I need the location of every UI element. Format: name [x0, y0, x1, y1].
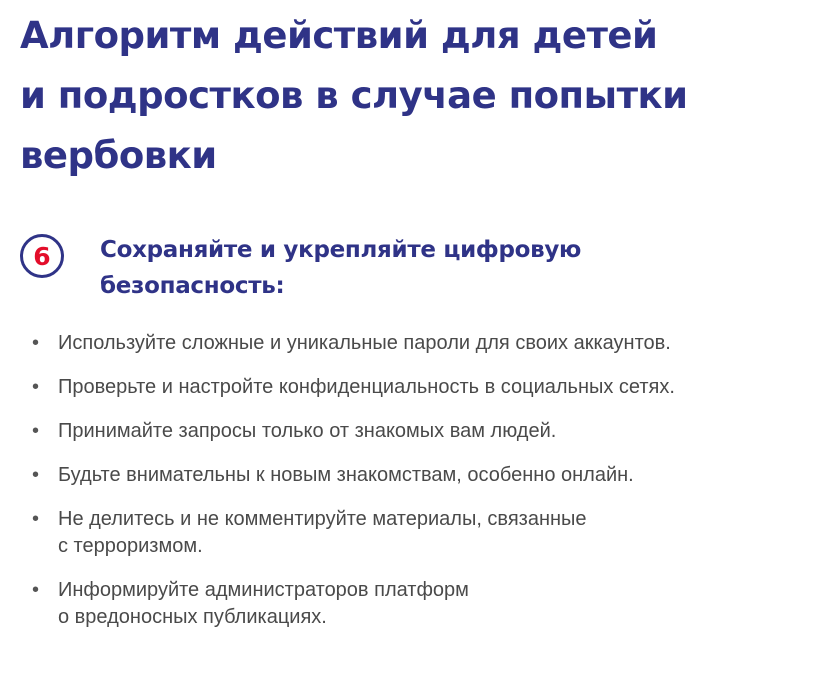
- list-item: [30, 418, 805, 445]
- page-title-line: вербовки: [20, 134, 217, 177]
- section-title-line: Сохраняйте и укрепляйте цифровую: [100, 237, 582, 263]
- page-title-line: Алгоритм действий для детей: [20, 14, 658, 57]
- tip-text: Будьте внимательны к новым знакомствам, особенно онлайн.: [58, 464, 634, 486]
- tip-text: о вредоносных публикациях.: [58, 606, 327, 628]
- bullet-icon: •: [32, 464, 40, 486]
- section-title: [100, 232, 740, 304]
- page-title: [20, 6, 800, 186]
- tip-text: Информируйте администраторов платформ: [58, 579, 469, 601]
- bullet-icon: •: [32, 420, 40, 442]
- tips-list: [30, 330, 805, 648]
- section-title-line: безопасность:: [100, 273, 285, 299]
- bullet-icon: •: [32, 508, 40, 530]
- section-header: [20, 232, 800, 312]
- bullet-icon: •: [32, 332, 40, 354]
- list-item: [30, 577, 805, 631]
- tip-text: Принимайте запросы только от знакомых вам людей.: [58, 420, 557, 442]
- step-number-badge: 6: [20, 234, 64, 278]
- tip-text: Не делитесь и не комментируйте материалы, связанные: [58, 508, 587, 530]
- list-item: [30, 374, 805, 401]
- tip-text: Используйте сложные и уникальные пароли для своих аккаунтов.: [58, 332, 671, 354]
- list-item: [30, 506, 805, 560]
- list-item: [30, 330, 805, 357]
- list-item: [30, 462, 805, 489]
- tip-text: Проверьте и настройте конфиденциальность в социальных сетях.: [58, 376, 675, 398]
- page-title-line: и подростков в случае попытки: [20, 74, 688, 117]
- tip-text: с терроризмом.: [58, 535, 203, 557]
- bullet-icon: •: [32, 376, 40, 398]
- bullet-icon: •: [32, 579, 40, 601]
